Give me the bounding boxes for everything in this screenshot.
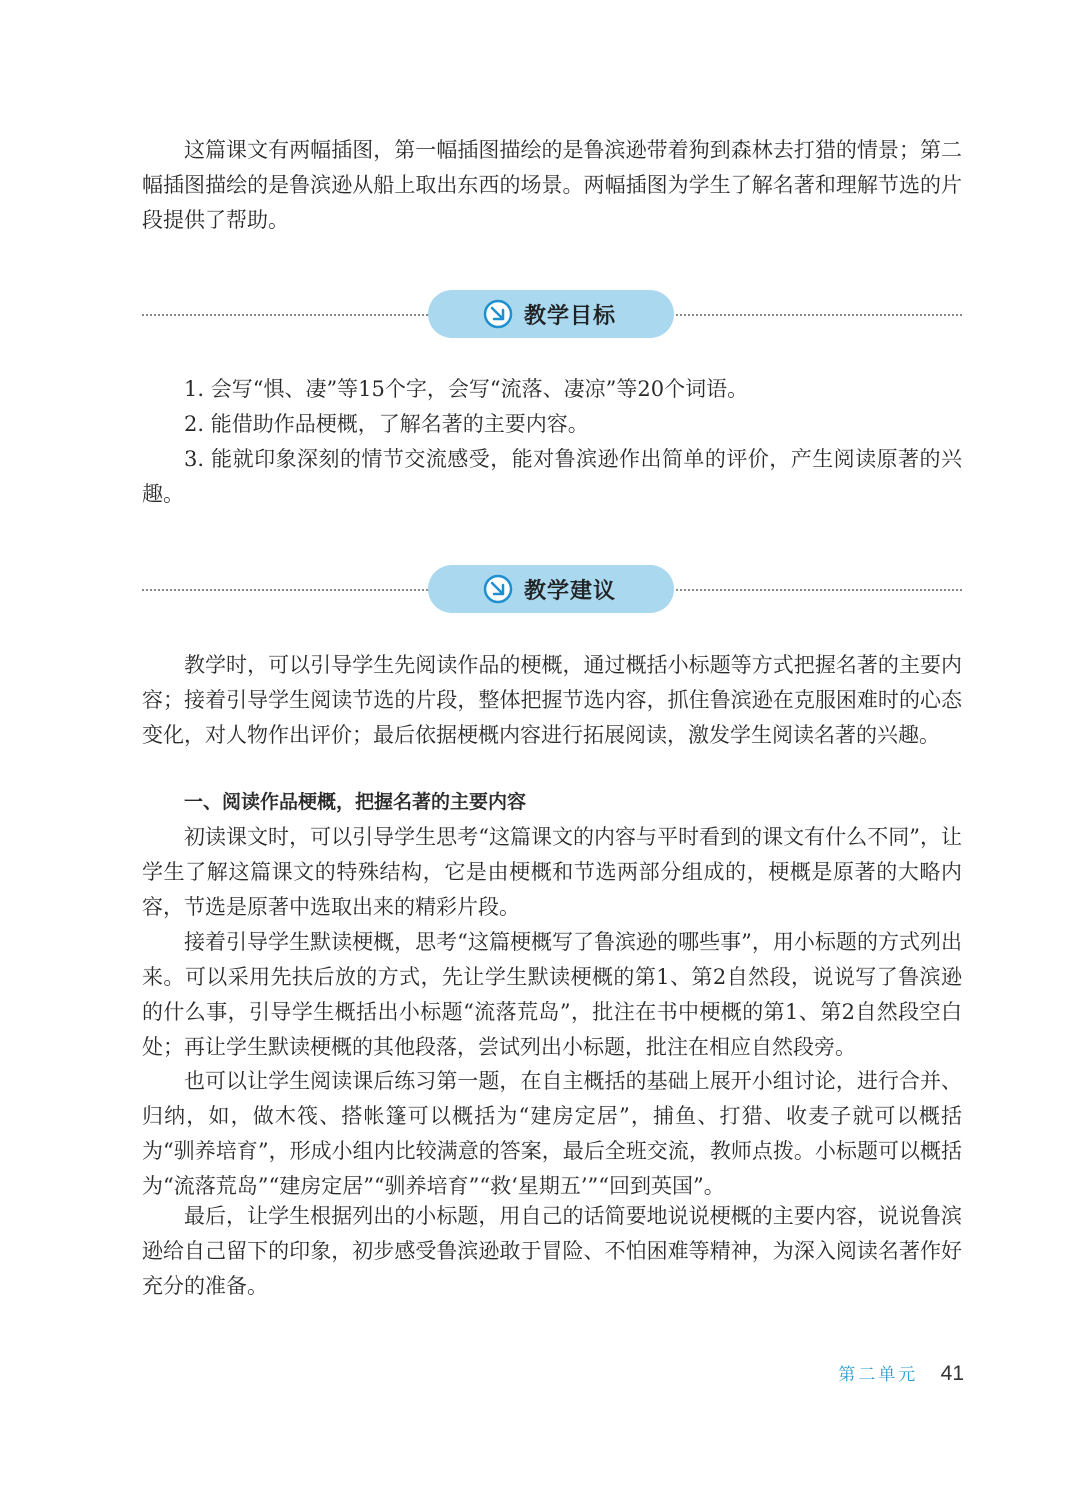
dotted-divider-right (676, 314, 962, 316)
suggestions-intro-paragraph: 教学时，可以引导学生先阅读作品的梗概，通过概括小标题等方式把握名著的主要内容；接着引导学生阅读节选的片段，整体把握节选内容，抓住鲁滨逊在克服困难时的心态变化，对人物作出评价；最后依据梗概内容进行拓展阅读，激发学生阅读名著的兴趣。 (142, 653, 962, 747)
dotted-divider-left (142, 589, 428, 591)
body-paragraph: 初读课文时，可以引导学生思考“这篇课文的内容与平时看到的课文有什么不同”，让学生了解这篇课文的特殊结构，它是由梗概和节选两部分组成的，梗概是原著的大略内容，节选是原著中选取出来的精彩片段。 (142, 825, 962, 919)
goal-item: 1. 会写“惧、凄”等15个字，会写“流落、凄凉”等20个词语。 (184, 377, 749, 401)
page-number: 41 (940, 1362, 964, 1385)
body-paragraph: 也可以让学生阅读课后练习第一题，在自主概括的基础上展开小组讨论，进行合并、归纳，如，做木筏、搭帐篷可以概括为“建房定居”，捕鱼、打猎、收麦子就可以概括为“驯养培育”，形成小组内比较满意的答案，最后全班交流，教师点拨。小标题可以概括为“流落荒岛”“建房定居”“驯养培育”“救‘星期五’”“回到英国”。 (142, 1069, 962, 1198)
section-title-goals: 教学目标 (524, 304, 617, 329)
section-title-suggestions: 教学建议 (524, 579, 617, 604)
body-paragraph: 最后，让学生根据列出的小标题，用自己的话简要地说说梗概的主要内容，说说鲁滨逊给自己留下的印象，初步感受鲁滨逊敢于冒险、不怕困难等精神，为深入阅读名著作好充分的准备。 (142, 1204, 962, 1298)
section-pill-goals (428, 290, 674, 338)
goal-item: 3. 能就印象深刻的情节交流感受，能对鲁滨逊作出简单的评价，产生阅读原著的兴趣。 (142, 447, 962, 506)
section-header-goals (142, 290, 962, 340)
section-header-suggestions (142, 565, 962, 615)
body-paragraph: 接着引导学生默读梗概，思考“这篇梗概写了鲁滨逊的哪些事”，用小标题的方式列出来。可以采用先扶后放的方式，先让学生默读梗概的第1、第2自然段，说说写了鲁滨逊的什么事，引导学生概括出小标题“流落荒岛”，批注在书中梗概的第1、第2自然段空白处；再让学生默读梗概的其他段落，尝试列出小标题，批注在相应自然段旁。 (142, 930, 962, 1059)
arrow-down-right-icon (482, 573, 514, 605)
unit-label: 第二单元 (838, 1365, 919, 1385)
page-footer (838, 1360, 964, 1390)
goal-item: 2. 能借助作品梗概，了解名著的主要内容。 (184, 412, 589, 436)
subheading: 一、阅读作品梗概，把握名著的主要内容 (184, 791, 527, 813)
dotted-divider-left (142, 314, 428, 316)
section-pill-suggestions (428, 565, 674, 613)
dotted-divider-right (676, 589, 962, 591)
arrow-down-right-icon (482, 298, 514, 330)
intro-paragraph: 这篇课文有两幅插图，第一幅插图描绘的是鲁滨逊带着狗到森林去打猎的情景；第二幅插图描绘的是鲁滨逊从船上取出东西的场景。两幅插图为学生了解名著和理解节选的片段提供了帮助。 (142, 138, 962, 232)
